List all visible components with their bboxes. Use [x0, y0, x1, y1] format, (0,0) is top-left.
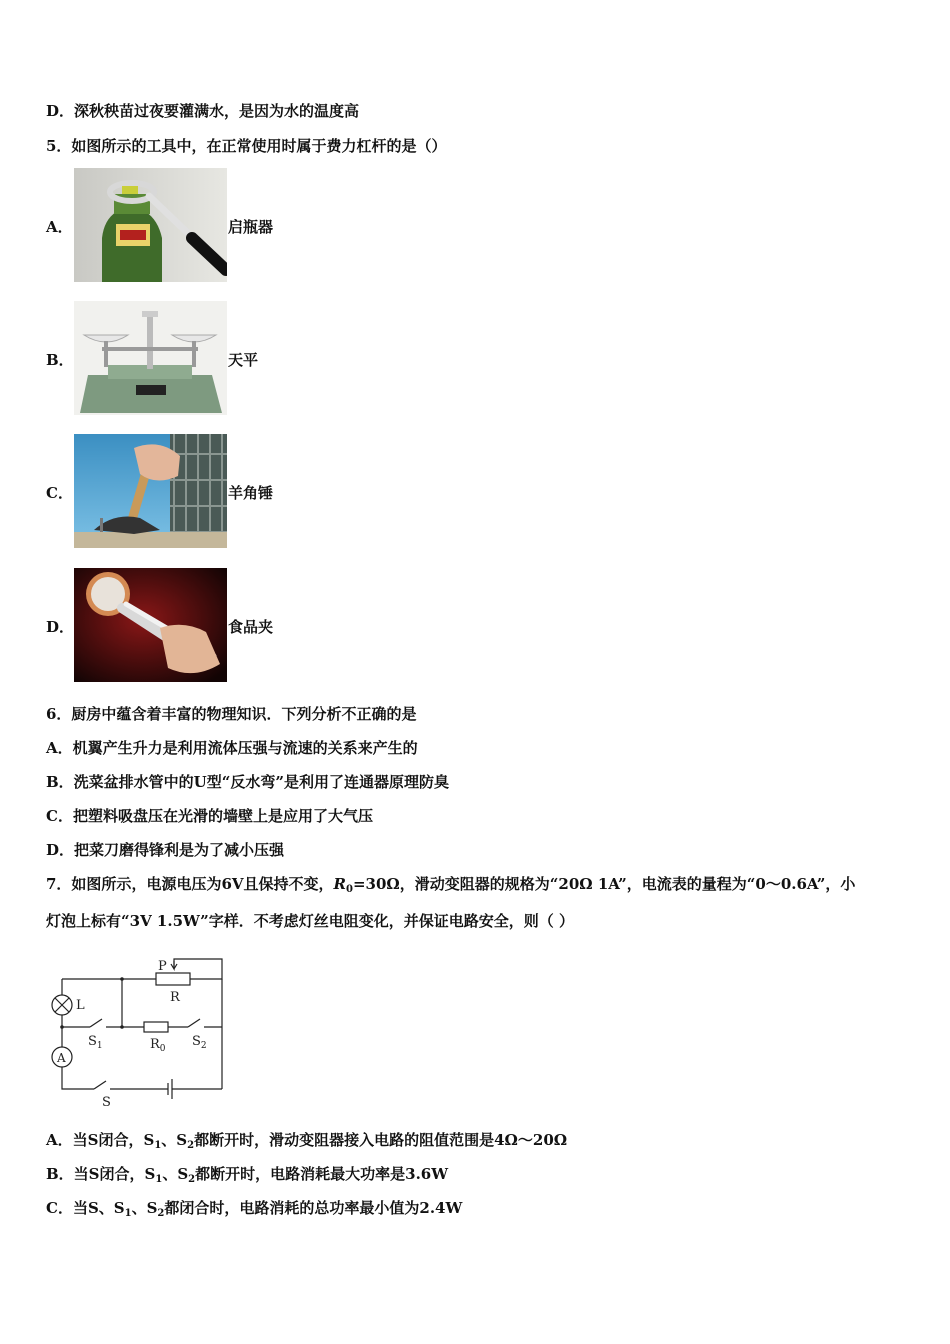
q6-option-a: A．机翼产生升力是利用流体压强与流速的关系来产生的	[46, 739, 418, 757]
q7-stem-line1: 7．如图所示，电源电压为6V且保持不变，$R_0=30\Omega$，滑动变阻器的规格为“20Ω 1A”，电流表的量程为“0～0.6A”，小	[46, 875, 856, 895]
balance-scale-photo	[74, 301, 227, 415]
switch-label-s1: $S_1$	[88, 1034, 103, 1051]
food-tongs-photo	[74, 568, 227, 682]
switch-label-s2: $S_2$	[192, 1034, 207, 1051]
claw-hammer-photo	[74, 434, 227, 548]
q7-option-b: B．当S闭合，$S_1$、$S_2$都断开时，电路消耗最大功率是3.6W	[46, 1165, 449, 1185]
q4-option-d: D．深秋秧苗过夜要灌满水，是因为水的温度高	[46, 102, 360, 120]
option-letter: C．	[46, 484, 73, 502]
option-letter: B．	[46, 351, 74, 369]
q6-stem: 6．厨房中蕴含着丰富的物理知识．下列分析不正确的是	[46, 705, 417, 723]
q6-option-d: D．把菜刀磨得锋利是为了减小压强	[46, 841, 285, 859]
q5-stem: 5．如图所示的工具中，在正常使用时属于费力杠杆的是（）	[46, 137, 447, 155]
q6-option-b: B．洗菜盆排水管中的U型“反水弯”是利用了连通器原理防臭	[46, 773, 450, 791]
q5-option-d	[46, 568, 446, 684]
option-label: 食品夹	[228, 618, 274, 636]
option-letter: D．	[46, 618, 75, 636]
option-label: 天平	[228, 351, 259, 369]
q5-option-a	[46, 168, 446, 284]
lamp-label-l: L	[76, 998, 85, 1013]
option-label: 羊角锤	[228, 484, 274, 502]
switch-label-s: S	[102, 1095, 111, 1110]
q7-option-a: A．当S闭合，$S_1$、$S_2$都断开时，滑动变阻器接入电路的阻值范围是4Ω～20Ω	[46, 1131, 568, 1151]
q5-option-c	[46, 434, 446, 550]
resistor-label-r0: $R_0$	[150, 1037, 166, 1054]
slider-label-p: P	[158, 959, 167, 974]
q6-option-c: C．把塑料吸盘压在光滑的墙壁上是应用了大气压	[46, 807, 373, 825]
q7-option-c: C．当S、$S_1$、$S_2$都闭合时，电路消耗的总功率最小值为2.4W	[46, 1199, 463, 1219]
circuit-diagram	[42, 953, 232, 1113]
q5-option-b	[46, 301, 446, 417]
q7-stem-line2: 灯泡上标有“3V 1.5W”字样．不考虑灯丝电阻变化，并保证电路安全，则（ ）	[46, 912, 574, 930]
bottle-opener-photo	[74, 168, 227, 282]
option-letter: A．	[46, 218, 73, 236]
option-label: 启瓶器	[228, 218, 274, 236]
rheostat-label-r: R	[170, 990, 180, 1005]
ammeter-label-a: A	[57, 1051, 66, 1065]
